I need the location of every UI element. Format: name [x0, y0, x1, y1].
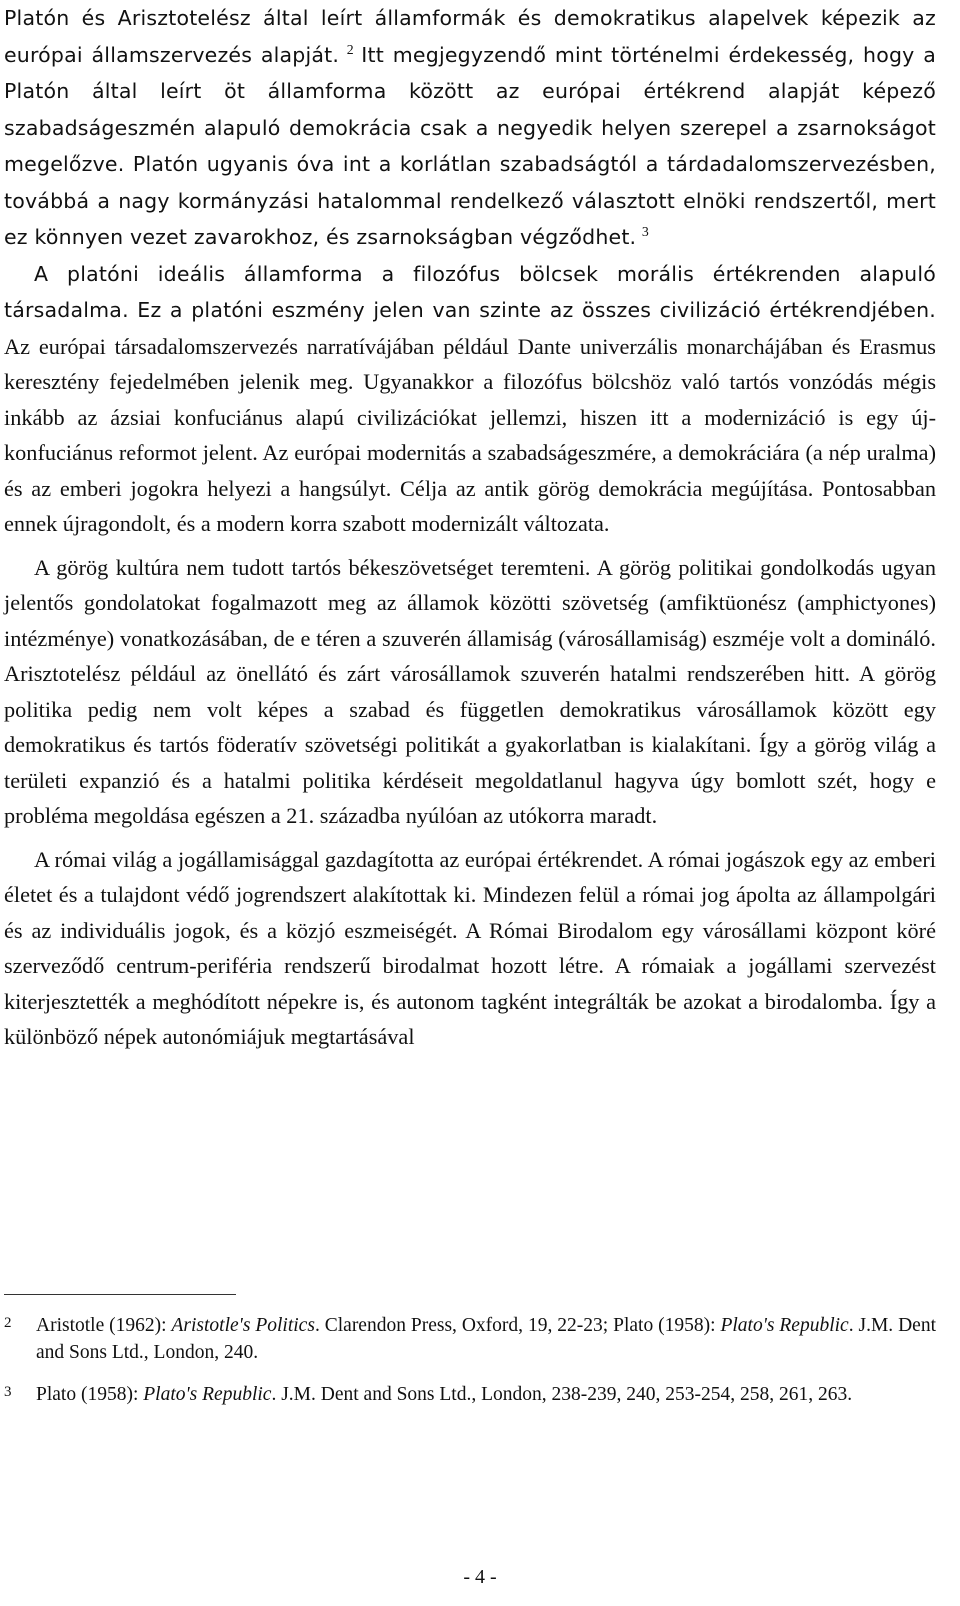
footnote-3 — [4, 1381, 936, 1408]
footnote-text-part: . J.M. Dent and Sons Ltd., London, 240. — [36, 1315, 937, 1363]
footnote-title-italic: Plato's Republic — [720, 1315, 849, 1336]
footnote-text-part: Plato (1958): — [36, 1384, 144, 1405]
footnote-ref-2[interactable]: 2 — [346, 41, 354, 57]
paragraph-1-part-c: szabadságeszmén alapuló demokrácia csak a negyedik helyen szerepel a zsarnokságot megelőzve. Platón ugyanis óva int a korlátlan szabadságtól a tárdadalomszervezésben, továbbá a nagy kormányzási hatalommal rendelkező választott elnöki rendszertől, mert ez könnyen vezet zavarokhoz, és zsarnokságban végződhet. — [4, 115, 936, 249]
paragraph-4: A római világ a jogállamisággal gazdagította az európai értékrendet. A római jogászok egy az emberi életet és a tulajdont védő jogrendszert alakítottak ki. Mindezen felül a római jog ápolta az állampolgári és az individuális jogok, és a közjó eszmeiségét. A Római Birodalom egy városállami központ köré szerveződő centrum-periféria rendszerű birodalmat hozott létre. A rómaiak a jogállami szervezést kiterjesztették a meghódított népekre is, és autonom tagként integrálták be azokat a birodalomba. Így a különböző népek autonómiájuk megtartásával — [4, 846, 936, 1049]
paragraph-3: A görög kultúra nem tudott tartós békeszövetséget teremteni. A görög politikai gondolkodás ugyan jelentős gondolatokat fogalmazott meg az államok közötti szövetség (amfiktüonész (amphictyones) intézménye) vonatkozásában, de e téren a szuverén államiság (városállamiság) eszméje volt a domináló. Arisztotelész például az önellátó és zárt városállamok szuverén hatalmi rendszerében hitt. A görög politika pedig nem volt képes a szabad és független demokratikus városállamok között egy demokratikus és tartós föderatív szövetségi politikát a gyakorlatban is kialakítani. Így a görög világ a területi expanzió és a hatalmi politika kérdéseit megoldatlanul hagyva úgy bomlott szét, hogy e probléma megoldása egészen a 21. századba nyúlóan az utókorra maradt. — [4, 554, 936, 828]
page-number: - 4 - — [463, 1566, 497, 1588]
body-text — [4, 0, 936, 1055]
footnote-text-part: Aristotle (1962): — [36, 1315, 172, 1336]
paragraph-1-part-a: Platón és Arisztotelész által leírt államformák és demokratikus alapelvek képezik az európai államszervezés alapját. — [4, 6, 936, 67]
paragraph-2 — [4, 256, 936, 542]
footnote-text — [36, 1312, 936, 1366]
paragraph-2-part-a: A platóni ideális államforma a filozófus bölcsek morális értékrenden alapuló társadalma. Ez a platóni eszmény jelen van szinte az összes civilizáció értékrendjében. — [4, 261, 936, 322]
footnote-number: 3 — [4, 1384, 12, 1400]
footnote-text-part: . Clarendon Press, Oxford, 19, 22-23; Plato (1958): — [314, 1315, 721, 1336]
footnote-number: 2 — [4, 1315, 12, 1331]
footnote-title-italic: Aristotle's Politics — [171, 1315, 315, 1336]
footnote-2 — [4, 1312, 936, 1366]
paragraph-1-part-b: Itt megjegyzendő mint történelmi érdekesség, hogy a Platón által leírt öt államforma között az európai értékrend alapját képező — [4, 42, 937, 103]
footnote-text-part: . J.M. Dent and Sons Ltd., London, 238-239, 240, 253-254, 258, 261, 263. — [271, 1384, 853, 1405]
paragraph-1 — [4, 0, 936, 256]
footnote-text — [36, 1381, 936, 1408]
footnote-title-italic: Plato's Republic — [143, 1384, 272, 1405]
paragraph-2-part-b: Az európai társadalomszervezés narratívájában például Dante univerzális monarchájában és Erasmus keresztény fejedelmében jelenik meg. Ugyanakkor a filozófus bölcshöz való tartós vonzódás mégis inkább az ázsiai konfuciánus alapú civilizációkat jellemzi, hiszen itt a modernizáció is egy új-konfuciánus reformot jelent. Az európai modernitás a szabadságeszmére, a demokráciára (a nép uralma) és az emberi jogokra helyezi a hangsúlyt. Célja az antik görög demokrácia megújítása. Pontosabban ennek újragondolt, és a modern korra szabott modernizált változata. — [4, 333, 936, 536]
footnote-separator — [4, 1294, 236, 1295]
footnote-ref-3[interactable]: 3 — [641, 224, 649, 240]
footnotes — [4, 1312, 936, 1423]
